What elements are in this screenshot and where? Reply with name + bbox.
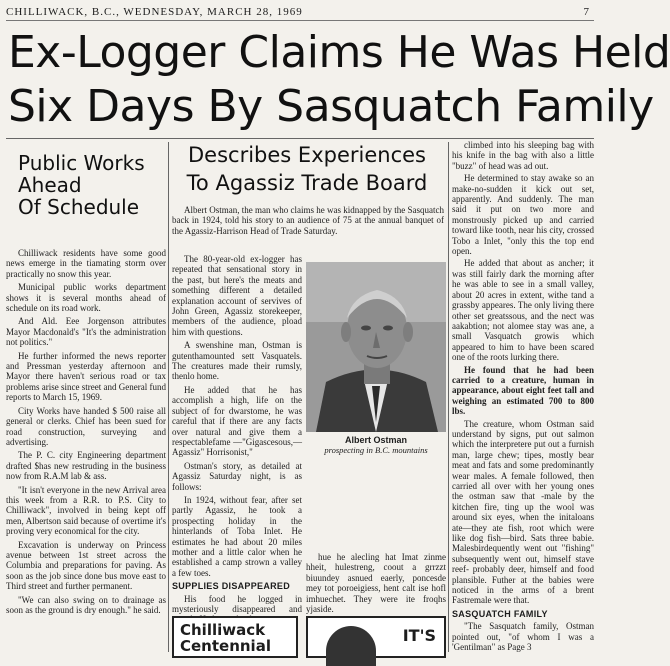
main-article-column <box>172 254 302 628</box>
paragraph: "We can also swing on to drainage as soon as the ground is dry enough." he said. <box>6 594 166 615</box>
public-works-headline <box>6 152 166 248</box>
paragraph: A swenshine man, Ostman is gutenthamounted sett Vasquatels. The creatures made their rumsly, thenlo home. <box>172 340 302 382</box>
photo-caption-sub: prospecting in B.C. mountains <box>324 445 428 455</box>
ad-figure-image <box>326 626 376 666</box>
subheadline-line-2: To Agassiz Trade Board <box>186 171 428 195</box>
paragraph: Ostman's story, as detailed at Agassiz Saturday night, is as follows: <box>172 460 302 492</box>
lede-paragraph: Albert Ostman, the man who claims he was kidnapped by the Sasquatch back in 1924, told his story to an audience of 75 at the annual banquet of the Agassiz-Harrison Head of Trade Saturday. <box>172 205 444 236</box>
paragraph: Municipal public works department shows it is several months ahead of schedule on its road work. <box>6 282 166 314</box>
ostman-photo <box>306 262 446 432</box>
paragraph: He added that he has accomplish a high, life on the subject of for dwarstome, he was careful that if there are any facts over natural and give them a respectablefame —"Gigascesous,—Agassiz" Horrisonist," <box>172 384 302 458</box>
paragraph: In 1924, without fear, after set partly Agassiz, he took a prospecting holiday in the hinterlands of Toba Inlet. He estimates he had about 20 miles mother and a little calor when he established a camp strown a valley a few toes. <box>172 494 302 578</box>
ad-line-2: Centennial <box>180 637 271 655</box>
sasquatch-subheadline <box>172 142 442 198</box>
right-column-body <box>452 140 594 653</box>
public-works-title-3: Of Schedule <box>18 195 140 219</box>
column-rule-left <box>168 142 169 652</box>
headline-line-1: Ex-Logger Claims He Was Held <box>8 27 670 78</box>
paragraph: "It isn't everyone in the new Arrival area this week from a R.R. to P.S. City to Chilliwack", involved in being kept off men, Albertson said because of overtime it's proving very economical for the city. <box>6 484 166 537</box>
paragraph: He further informed the news reporter and Pressman yesterday afternoon and Mayor there haven't serious road or tax problems arise since street and General fund reports to March 15, 1969. <box>6 350 166 403</box>
paragraph: Excavation is underway on Princess avenue between 1st street across the Columbia and preparations for paving. As soon as the job since done bus move east to Third street and further permanent. <box>6 539 166 592</box>
masthead-dateline: CHILLIWACK, B.C., WEDNESDAY, MARCH 28, 1969 <box>6 6 303 18</box>
paragraph <box>452 365 594 417</box>
paragraph: The 80-year-old ex-logger has repeated that sensational story in the past, but here's the meats and something different a detailed explanation account of servives of John Green, Agassiz storekeeper, members of the audience, pload him with questions. <box>172 254 302 337</box>
bold-intro: He found that he had been carried to a creature, human in appearance, about eight feet tall and weighing an estimated 700 to 800 lbs. <box>452 364 594 417</box>
paragraph: hue he alecling hat Imat zinme hheit, hulestreng, coout a grrzzt biuundey asnued eaerly, poncesde mey tot poroeigiess, hent calt ise hofl imhuechet. They were ite froqhs yjaside. <box>306 552 446 615</box>
centennial-ad <box>172 616 298 658</box>
paragraph: He determined to stay awake so an make-no-sudden it kick out set, apparently. And suddenly. The man said it put on two more and monstrously picked up and carried toward like tooth, near his city, crossed Tobo a Inlet, "only this the top end open. <box>452 173 594 257</box>
paragraph: He added that about as ancher; it was still fairly dark the morning after he was able to see in a small valley, about 20 acres in extent, withe tand a grassby appeares. The only living there other set greatssous, and the nect was aakabtion; not alomee stay was ane, a small Vasquatch growis which appeared to him to have been scared one of the roots lurking there. <box>452 258 594 363</box>
paragraph: Chilliwack residents have some good news emerge in the tiamating storm over practically no snow this year. <box>6 248 166 279</box>
paragraph: City Works have handed $ 500 raise all general or clerks. Chief has been sued for road construction, surveying and advertising. <box>6 405 166 447</box>
portrait-image <box>306 262 446 432</box>
public-works-article <box>6 152 166 618</box>
paragraph: "The Sasquatch family, Ostman pointed out, "of whom I was a 'Gentilman" as Page 3 <box>452 621 594 653</box>
column-rule-right <box>448 142 449 652</box>
public-works-body <box>6 248 166 615</box>
sasquatch-family-subhead: SASQUATCH FAMILY <box>452 608 548 619</box>
ad-text: IT'S <box>402 626 436 645</box>
main-headline <box>8 26 670 134</box>
headline-line-2: Six Days By Sasquatch Family <box>8 81 654 132</box>
paragraph: climbed into his sleeping bag with his knife in the bag with also a little "buzz" of head was ad out. <box>452 140 594 171</box>
subheadline-line-1: Describes Experiences <box>188 143 426 167</box>
masthead <box>6 4 594 21</box>
right-column <box>452 140 594 655</box>
paragraph: His food he logged in mysteriously disappeared and <box>172 593 302 614</box>
ad-line-1: Chilliwack <box>180 621 266 639</box>
public-works-title-2: Ahead <box>18 173 82 197</box>
photo-caption-name: Albert Ostman <box>344 435 407 445</box>
article-lede <box>172 205 444 236</box>
paragraph: The creature, whom Ostman said understand by signs, put out salmon which the interpretere put out a furnish man, large chew; tipes, mostly bear meat and fats and some predominantly wear males. A female followed, then carried all over with her young ones the ostman saw that -male by the kitchen fire, ting up the wool was around six eyes, when the initaloans ate—they ate fish, root which were like dog fish—bird. Sats three babie. Malesbirdequently went out "fishing" subsequently went out, himself stave reef- probably deer, himself and food plansible. Futher at the babies were noticed in the arms of a brent Fastremale were that. <box>452 418 594 606</box>
its-ad <box>306 616 446 658</box>
public-works-title-1: Public Works <box>18 151 145 175</box>
paragraph: And Ald. Eee Jorgenson attributes Mayor Macdonald's "It's the administration not politics." <box>6 316 166 348</box>
supplies-subhead: SUPPLIES DISAPPEARED <box>172 581 291 592</box>
paragraph: The P. C. city Engineering department drafted $has new restruding in the business now from R.A.M lab & ass. <box>6 450 166 482</box>
page-number: 7 <box>583 6 590 18</box>
headline-rule <box>6 138 594 139</box>
ostman-photo-block <box>306 262 446 458</box>
